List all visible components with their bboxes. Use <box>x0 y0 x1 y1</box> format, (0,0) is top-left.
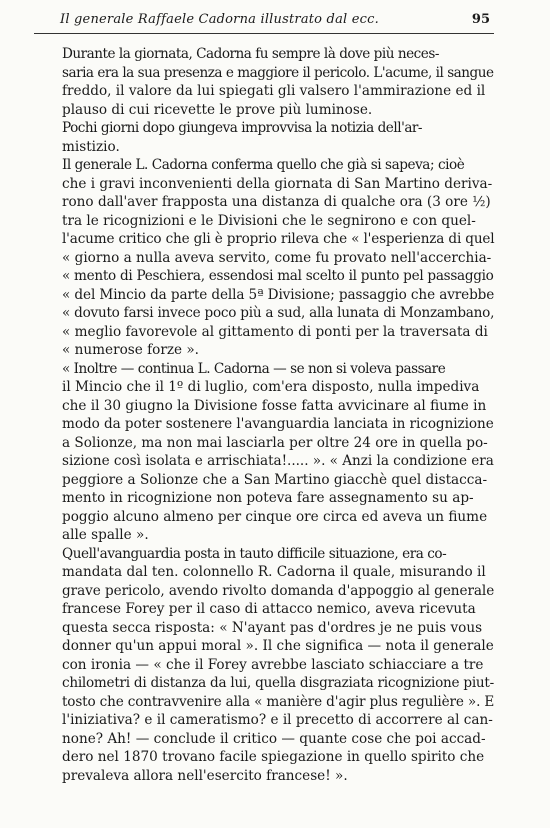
text-line: plauso di cui ricevette le prove più luminose. <box>62 101 373 118</box>
text-line: tra le ricognizioni e le Divisioni che le segnirono e con quel- <box>62 212 476 229</box>
text-line: peggiore a Solionze che a San Martino giacchè quel distacca- <box>62 471 488 488</box>
paragraph <box>34 156 494 360</box>
text-line: Il generale L. Cadorna conferma quello che già si sapeva; cioè <box>62 157 465 173</box>
text-line: mento in ricognizione non poteva fare assegnamento su ap- <box>62 490 474 506</box>
text-line: modo da poter sostenere l'avanguardia lanciata in ricognizione <box>62 416 494 432</box>
text-line: Quell'avanguardia posta in tauto difficile situazione, era co- <box>62 545 447 562</box>
text-line: poggio alcuno almeno per cinque ore circa ed aveva un fiume <box>62 508 488 525</box>
running-header <box>60 12 490 27</box>
text-line: « Inoltre — continua L. Cadorna — se non si voleva passare <box>62 360 446 377</box>
text-line: Pochi giorni dopo giungeva improvvisa la notizia dell'ar- <box>62 120 423 136</box>
text-line: freddo, il valore da lui spiegati gli valsero l'ammirazione ed il <box>62 83 486 99</box>
text-line: mistizio. <box>62 138 120 155</box>
text-line: tosto che contravvenire alla « manière d'agir plus regulière ». E <box>62 693 495 710</box>
text-line: l'iniziativa? e il cameratismo? e il precetto di accorrere al can- <box>62 712 493 728</box>
text-line: a Solionze, ma non mai lasciarla per oltre 24 ore in quella po- <box>62 434 488 451</box>
text-line: prevaleva allora nell'esercito francese! ». <box>62 767 348 784</box>
running-title: Il generale Raffaele Cadorna illustrato dal ecc. <box>60 12 379 27</box>
text-line: « del Mincio da parte della 5ª Divisione; passaggio che avrebbe <box>62 286 495 303</box>
page-number: 95 <box>471 12 490 27</box>
text-line: grave pericolo, avendo rivolto domanda d'appoggio al generale <box>62 582 495 599</box>
text-line: dero nel 1870 trovano facile spiegazione in quello spirito che <box>62 749 485 765</box>
text-line: che il 30 giugno la Divisione fosse fatta avvicinare al fiume in <box>62 397 487 414</box>
text-line: con ironia — « che il Forey avrebbe lasciato schiacciare a tre <box>62 656 484 673</box>
text-line: Durante la giornata, Cadorna fu sempre là dove più neces- <box>62 46 439 62</box>
text-line: mandata dal ten. colonnello R. Cadorna il quale, misurando il <box>62 564 486 580</box>
text-line: l'acume critico che gli è proprio rileva che « l'esperienza di quel <box>62 231 495 247</box>
text-line: « meglio favorevole al gittamento di ponti per la traversata di <box>62 323 488 340</box>
text-line: chilometri di distanza da lui, quella disgraziata ricognizione piut- <box>62 675 494 691</box>
text-line: alle spalle ». <box>62 527 149 543</box>
text-line: saria era la sua presenza e maggiore il pericolo. L'acume, il sangue <box>62 64 494 81</box>
text-line: il Mincio che il 1º di luglio, com'era disposto, nulla impediva <box>62 379 480 395</box>
text-line: « dovuto farsi invece poco più a sud, alla lunata di Monzambano, <box>62 305 495 321</box>
text-line: « giorno a nulla aveva servito, come fu provato nell'accerchia- <box>62 249 492 266</box>
text-line: francese Forey per il caso di attacco nemico, aveva ricevuta <box>62 601 476 617</box>
paragraph <box>34 119 494 156</box>
text-line: che i gravi inconvenienti della giornata di San Martino deriva- <box>62 175 493 192</box>
text-line: « mento di Peschiera, essendosi mal scelto il punto pel passaggio <box>62 268 494 284</box>
text-line: none? Ah! — conclude il critico — quante cose che poi accad- <box>62 730 486 747</box>
paragraph <box>34 45 494 119</box>
text-line: sizione così isolata e arrischiata!..... ». « Anzi la condizione era <box>62 453 494 469</box>
header-rule <box>34 33 494 34</box>
paragraph <box>34 360 494 545</box>
body-text <box>34 45 494 785</box>
text-line: donner qu'un appui moral ». Il che significa — nota il generale <box>62 638 494 654</box>
text-line: questa secca risposta: « N'ayant pas d'ordres je ne puis vous <box>62 619 483 636</box>
paragraph <box>34 545 494 786</box>
text-line: rono dall'aver frapposta una distanza di qualche ora (3 ore ½) <box>62 194 491 210</box>
text-line: « numerose forze ». <box>62 342 199 358</box>
